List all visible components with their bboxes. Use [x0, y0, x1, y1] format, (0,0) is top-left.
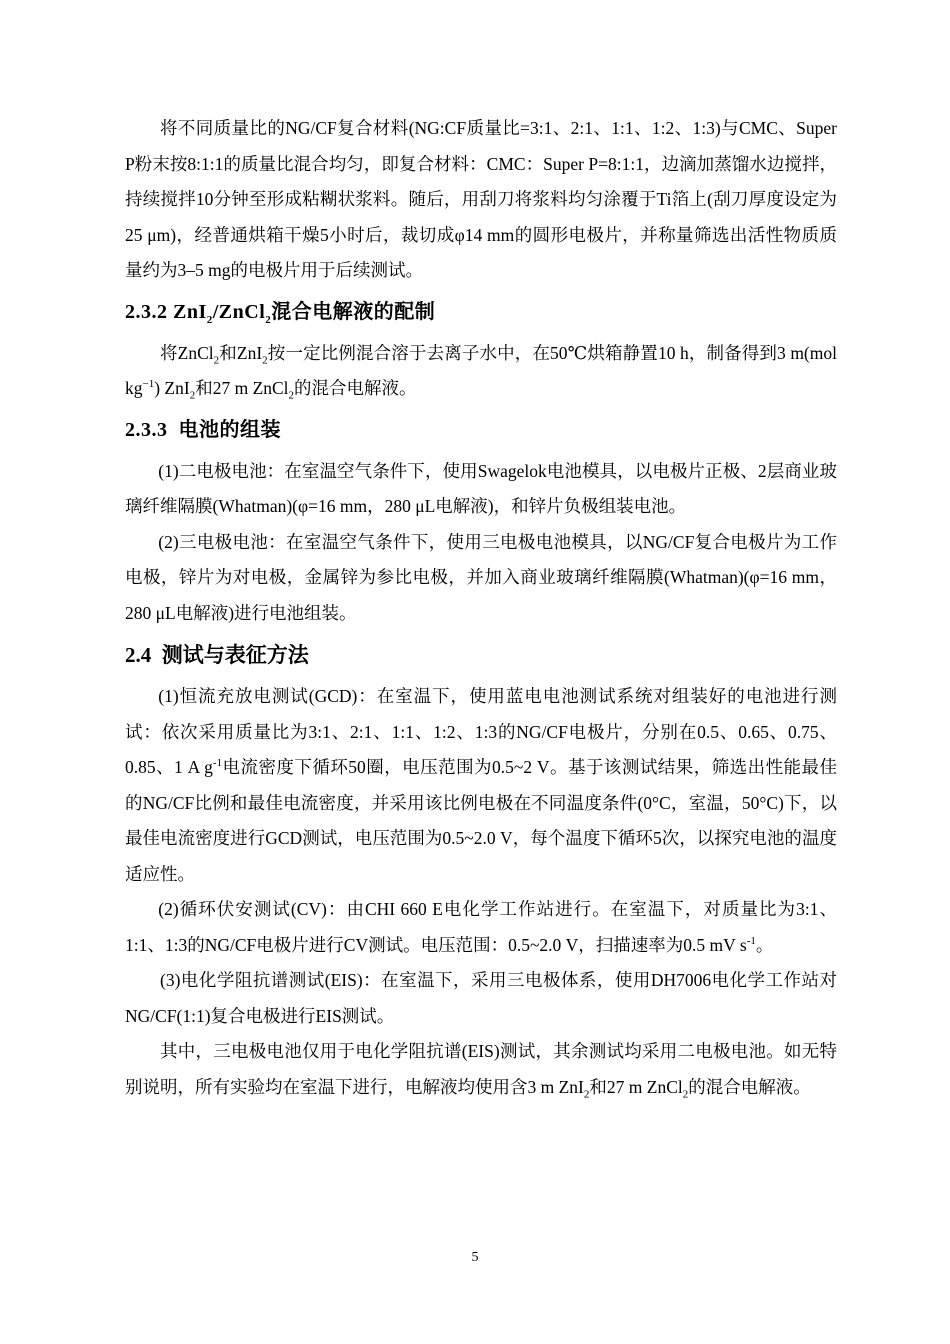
paragraph-cv-test — [125, 892, 837, 963]
heading-text: /ZnCl — [212, 300, 266, 323]
paragraph-electrolyte-preparation — [125, 336, 837, 407]
text-run: 其中，三电极电池仅用于电化学阻抗谱(EIS)测试，其余测试均采用二电极电池。如无特别说明，所有实验均在室温下进行，电解液均使用含3 m ZnI — [125, 1041, 837, 1097]
subscript: 2 — [206, 313, 213, 326]
text-run: 电流密度下循环50圈，电压范围为0.5~2 V。基于该测试结果，筛选出性能最佳的NG/CF比例和最佳电流密度，并采用该比例电极在不同温度条件(0°C，室温，50°C)下，以最佳电流密度进行GCD测试，电压范围为0.5~2.0 V，每个温度下循环5次，以探究电池的温度适应性。 — [125, 757, 837, 884]
subscript: 2 — [265, 313, 272, 326]
paragraph-two-electrode-cell: (1)二电极电池：在室温空气条件下，使用Swagelok电池模具，以电极片正极、2层商业玻璃纤维隔膜(Whatman)(φ=16 mm，280 μL电解液)，和锌片负极组装电池。 — [125, 460, 837, 516]
section-heading-2-3-2 — [125, 298, 837, 326]
paragraph-electrode-preparation: 将不同质量比的NG/CF复合材料(NG:CF质量比=3:1、2:1、1:1、1:2、1:3)与CMC、Super P粉末按8:1:1的质量比混合均匀，即复合材料：CMC：Super P=8:1:1，边滴加蒸馏水边搅拌，持续搅拌10分钟至形成粘糊状浆料。随后，用刮刀将浆料均匀涂覆于Ti箔上(刮刀厚度设定为25 μm)，经普通烘箱干燥5小时后，裁切成φ14 mm的圆形电极片，并称量筛选出活性物质质量约为3–5 mg的电极片用于后续测试。 — [125, 118, 837, 280]
heading-text: 混合电解液的配制 — [271, 300, 436, 323]
heading-text: 电池的组装 — [178, 418, 281, 441]
superscript: -1 — [746, 934, 756, 947]
section-heading-2-4 — [125, 640, 837, 670]
text-run: 的混合电解液。 — [294, 378, 417, 398]
text-run: (2)循环伏安测试(CV)：由CHI 660 E电化学工作站进行。在室温下，对质量比为3:1、1:1、1:3的NG/CF电极片进行CV测试。电压范围：0.5~2.0 V，扫描速率为0.5 mV s — [125, 899, 837, 955]
heading-text: ZnI — [173, 300, 207, 323]
subscript: 2 — [213, 354, 220, 366]
text-run: 。 — [755, 934, 774, 955]
paragraph-three-electrode-cell: (2)三电极电池：在室温空气条件下，使用三电极电池模具，以NG/CF复合电极片为工作电极，锌片为对电极，金属锌为参比电极，并加入商业玻璃纤维隔膜(Whatman)(φ=16 mm，280 μL电解液)进行电池组装。 — [125, 531, 837, 623]
paragraph-gcd-test — [125, 679, 837, 892]
page-content — [125, 111, 837, 1105]
text-run: 按一定比例混合溶于去离子水中，在50℃烘箱静置10 h，制备得到3 m(mol kg — [125, 342, 837, 398]
section-number: 2.3.3 — [125, 418, 168, 441]
subscript: 2 — [189, 389, 196, 402]
section-number: 2.4 — [125, 643, 152, 667]
section-number: 2.3.2 — [125, 300, 168, 323]
paragraph-eis-test: (3)电化学阻抗谱测试(EIS)：在室温下，采用三电极体系，使用DH7006电化学工作站对NG/CF(1:1)复合电极进行EIS测试。 — [125, 970, 837, 1026]
superscript: -1 — [212, 757, 223, 770]
text-run: 和27 m ZnCl — [589, 1076, 683, 1097]
text-run: 和ZnI — [219, 342, 263, 363]
paragraph-notes — [125, 1034, 837, 1105]
text-run: (1)恒流充放电测试(GCD)：在室温下，使用蓝电电池测试系统对组装好的电池进行测试：依次采用质量比为3:1、2:1、1:1、1:2、1:3的NG/CF电极片，分别在0.5、0.65、0.75、0.85、1 A g — [125, 686, 837, 777]
text-run: 的混合电解液。 — [688, 1076, 811, 1097]
subscript: 2 — [288, 389, 295, 402]
text-run: 将ZnCl — [160, 342, 214, 363]
heading-text: 测试与表征方法 — [161, 643, 309, 667]
section-heading-2-3-3 — [125, 416, 837, 444]
subscript: 2 — [262, 354, 268, 366]
subscript: 2 — [583, 1088, 590, 1100]
subscript: 2 — [682, 1088, 689, 1100]
text-run: ) ZnI — [154, 378, 190, 398]
page-number: 5 — [471, 1250, 479, 1265]
text-run: 和27 m ZnCl — [195, 378, 289, 398]
superscript: −1 — [142, 378, 155, 391]
